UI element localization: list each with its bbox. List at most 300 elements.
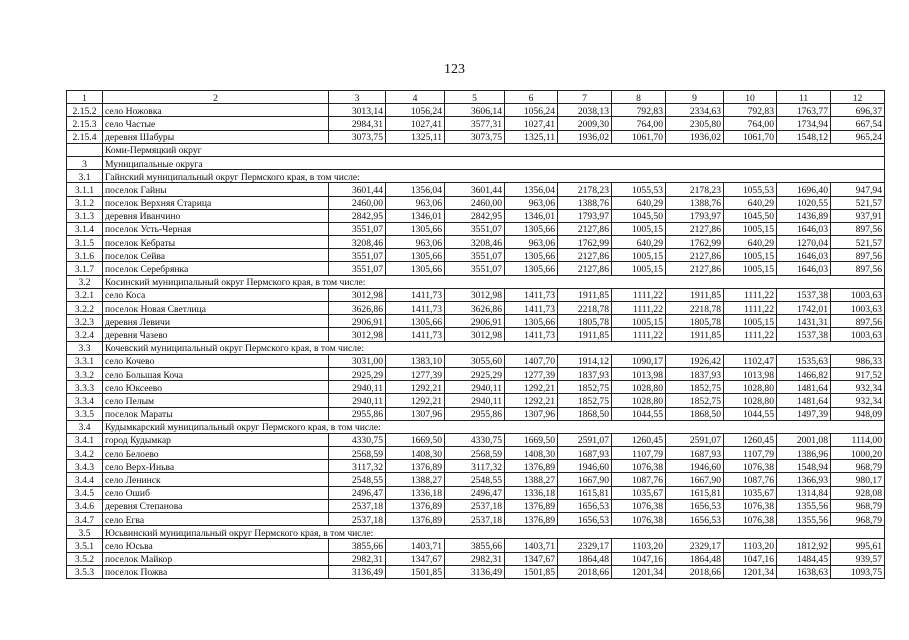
- table-row: [67, 499, 885, 512]
- value-cell: 1005,15: [612, 249, 666, 262]
- value-cell: 1868,50: [666, 407, 724, 420]
- settlement-name: село Коса: [103, 288, 329, 301]
- value-cell: 2127,86: [666, 262, 724, 275]
- table-row: [67, 565, 885, 578]
- value-cell: 1386,96: [777, 447, 831, 460]
- value-cell: 897,56: [831, 262, 885, 275]
- value-cell: 1837,93: [666, 367, 724, 380]
- table-row: [67, 394, 885, 407]
- value-cell: 3551,07: [329, 262, 386, 275]
- value-cell: 521,57: [831, 196, 885, 209]
- value-cell: 1742,01: [777, 302, 831, 315]
- table-row: [67, 236, 885, 249]
- value-cell: 897,56: [831, 249, 885, 262]
- value-cell: 1366,93: [777, 473, 831, 486]
- section-title: Косинский муниципальный округ Пермского края, в том числе:: [103, 275, 885, 288]
- value-cell: 1646,03: [777, 222, 831, 235]
- value-cell: 1305,66: [386, 222, 445, 235]
- value-cell: 1305,66: [386, 315, 445, 328]
- value-cell: 1107,79: [724, 447, 777, 460]
- value-cell: 1107,79: [612, 447, 666, 460]
- value-cell: 2127,86: [558, 249, 612, 262]
- section-row: [67, 143, 885, 156]
- value-cell: 1201,34: [612, 565, 666, 578]
- value-cell: 980,17: [831, 473, 885, 486]
- settlement-name: поселок Пожва: [103, 565, 329, 578]
- value-cell: 2537,18: [329, 513, 386, 526]
- section-row: [67, 526, 885, 539]
- settlement-name: поселок Сейва: [103, 249, 329, 262]
- value-cell: 1376,89: [505, 460, 558, 473]
- value-cell: 1762,99: [558, 236, 612, 249]
- value-cell: 928,08: [831, 486, 885, 499]
- value-cell: 1481,64: [777, 381, 831, 394]
- value-cell: 1076,38: [612, 460, 666, 473]
- value-cell: 1027,41: [386, 117, 445, 130]
- settlement-name: село Ленинск: [103, 473, 329, 486]
- value-cell: 1501,85: [505, 565, 558, 578]
- value-cell: 1484,45: [777, 552, 831, 565]
- settlement-name: поселок Новая Светлица: [103, 302, 329, 315]
- section-row: [67, 275, 885, 288]
- value-cell: 3855,66: [329, 539, 386, 552]
- row-code: 3.4.6: [67, 499, 103, 512]
- value-cell: 1936,02: [666, 130, 724, 143]
- table-row: [67, 302, 885, 315]
- value-cell: 2305,80: [666, 117, 724, 130]
- value-cell: 1305,66: [386, 262, 445, 275]
- value-cell: 1056,24: [386, 104, 445, 117]
- settlement-name: село Белоево: [103, 447, 329, 460]
- value-cell: 3626,86: [445, 302, 505, 315]
- column-number-header: 8: [612, 91, 666, 104]
- value-cell: 1411,73: [386, 302, 445, 315]
- value-cell: 3136,49: [329, 565, 386, 578]
- table-row: [67, 407, 885, 420]
- row-code: 3.2: [67, 275, 103, 288]
- row-code: 3.2.4: [67, 328, 103, 341]
- value-cell: 1411,73: [505, 302, 558, 315]
- value-cell: 3013,14: [329, 104, 386, 117]
- row-code: 3.4.2: [67, 447, 103, 460]
- section-row: [67, 156, 885, 169]
- row-code: 3.1.3: [67, 209, 103, 222]
- row-code: 3: [67, 156, 103, 169]
- value-cell: 1408,30: [386, 447, 445, 460]
- value-cell: 1305,66: [505, 249, 558, 262]
- value-cell: 986,33: [831, 354, 885, 367]
- value-cell: 1537,38: [777, 288, 831, 301]
- value-cell: 2982,31: [329, 552, 386, 565]
- value-cell: 1047,16: [612, 552, 666, 565]
- value-cell: 1044,55: [612, 407, 666, 420]
- column-number-header: 9: [666, 91, 724, 104]
- value-cell: 1411,73: [505, 328, 558, 341]
- value-cell: 963,06: [386, 236, 445, 249]
- value-cell: 2218,78: [666, 302, 724, 315]
- value-cell: 1656,53: [558, 513, 612, 526]
- row-code: 3.5.3: [67, 565, 103, 578]
- value-cell: 2178,23: [666, 183, 724, 196]
- value-cell: 1260,45: [724, 433, 777, 446]
- value-cell: 1076,38: [724, 460, 777, 473]
- value-cell: 1355,56: [777, 513, 831, 526]
- value-cell: 2906,91: [445, 315, 505, 328]
- value-cell: 1852,75: [666, 381, 724, 394]
- value-cell: 1055,53: [724, 183, 777, 196]
- value-cell: 1911,85: [558, 328, 612, 341]
- value-cell: 1003,63: [831, 288, 885, 301]
- column-number-row: [67, 91, 885, 104]
- value-cell: 1336,18: [505, 486, 558, 499]
- value-cell: 3208,46: [329, 236, 386, 249]
- value-cell: 1548,94: [777, 460, 831, 473]
- table-row: [67, 209, 885, 222]
- value-cell: 1763,77: [777, 104, 831, 117]
- value-cell: 1035,67: [612, 486, 666, 499]
- value-cell: 696,37: [831, 104, 885, 117]
- row-code: 3.4: [67, 420, 103, 433]
- value-cell: 1005,15: [724, 262, 777, 275]
- value-cell: 1020,55: [777, 196, 831, 209]
- value-cell: 1102,47: [724, 354, 777, 367]
- row-code: 3.1.1: [67, 183, 103, 196]
- value-cell: 3117,32: [445, 460, 505, 473]
- table-row: [67, 262, 885, 275]
- value-cell: 1292,21: [386, 394, 445, 407]
- value-cell: 1305,66: [505, 315, 558, 328]
- table-row: [67, 552, 885, 565]
- value-cell: 2940,11: [445, 381, 505, 394]
- value-cell: 1687,93: [666, 447, 724, 460]
- value-cell: 1669,50: [505, 433, 558, 446]
- value-cell: 2548,55: [329, 473, 386, 486]
- value-cell: 995,61: [831, 539, 885, 552]
- settlement-name: поселок Мараты: [103, 407, 329, 420]
- table-row: [67, 354, 885, 367]
- value-cell: 1376,89: [505, 499, 558, 512]
- value-cell: 1852,75: [558, 381, 612, 394]
- row-code: 2.15.3: [67, 117, 103, 130]
- settlement-name: поселок Серебрянка: [103, 262, 329, 275]
- value-cell: 1436,89: [777, 209, 831, 222]
- value-cell: 2329,17: [666, 539, 724, 552]
- value-cell: 1087,76: [612, 473, 666, 486]
- value-cell: 948,09: [831, 407, 885, 420]
- table-row: [67, 328, 885, 341]
- value-cell: 1111,22: [724, 328, 777, 341]
- column-number-header: 3: [329, 91, 386, 104]
- settlement-name: деревня Шабуры: [103, 130, 329, 143]
- value-cell: 2334,63: [666, 104, 724, 117]
- value-cell: 1111,22: [724, 302, 777, 315]
- value-cell: 2906,91: [329, 315, 386, 328]
- section-title: Муниципальные округа: [103, 156, 885, 169]
- table-row: [67, 513, 885, 526]
- value-cell: 3551,07: [329, 222, 386, 235]
- value-cell: 2537,18: [445, 513, 505, 526]
- value-cell: 2038,13: [558, 104, 612, 117]
- row-code: 3.2.1: [67, 288, 103, 301]
- settlement-name: город Кудымкар: [103, 433, 329, 446]
- value-cell: 2127,86: [558, 262, 612, 275]
- value-cell: 1292,21: [505, 381, 558, 394]
- settlement-name: село Верх-Иньва: [103, 460, 329, 473]
- value-cell: 1667,90: [666, 473, 724, 486]
- table-row: [67, 222, 885, 235]
- value-cell: 640,29: [612, 236, 666, 249]
- section-title: Кудымкарский муниципальный округ Пермского края, в том числе:: [103, 420, 885, 433]
- value-cell: 1045,50: [612, 209, 666, 222]
- value-cell: 3626,86: [329, 302, 386, 315]
- value-cell: 1087,76: [724, 473, 777, 486]
- row-code: 3.4.4: [67, 473, 103, 486]
- value-cell: 792,83: [612, 104, 666, 117]
- value-cell: 1028,80: [724, 394, 777, 407]
- value-cell: 1696,40: [777, 183, 831, 196]
- value-cell: 640,29: [612, 196, 666, 209]
- value-cell: 917,52: [831, 367, 885, 380]
- value-cell: 2955,86: [329, 407, 386, 420]
- table-row: [67, 249, 885, 262]
- value-cell: 1376,89: [386, 460, 445, 473]
- section-row: [67, 420, 885, 433]
- row-code: 3.3.3: [67, 381, 103, 394]
- value-cell: 1044,55: [724, 407, 777, 420]
- column-number-header: 12: [831, 91, 885, 104]
- value-cell: 1431,31: [777, 315, 831, 328]
- value-cell: 965,24: [831, 130, 885, 143]
- value-cell: 2009,30: [558, 117, 612, 130]
- row-code: 3.3: [67, 341, 103, 354]
- value-cell: 1376,89: [386, 513, 445, 526]
- row-code: 3.1.2: [67, 196, 103, 209]
- value-cell: 1687,93: [558, 447, 612, 460]
- value-cell: 2984,31: [329, 117, 386, 130]
- value-cell: 3012,98: [445, 288, 505, 301]
- value-cell: 1305,66: [386, 249, 445, 262]
- column-number-header: 6: [505, 91, 558, 104]
- row-code: 3.3.2: [67, 367, 103, 380]
- value-cell: 2460,00: [445, 196, 505, 209]
- value-cell: 1000,20: [831, 447, 885, 460]
- value-cell: 1076,38: [612, 499, 666, 512]
- value-cell: 1005,15: [724, 222, 777, 235]
- value-cell: 1537,38: [777, 328, 831, 341]
- value-cell: 3208,46: [445, 236, 505, 249]
- value-cell: 1388,27: [386, 473, 445, 486]
- column-number-header: 2: [103, 91, 329, 104]
- value-cell: 1615,81: [666, 486, 724, 499]
- value-cell: 1305,66: [505, 262, 558, 275]
- value-cell: 1346,01: [386, 209, 445, 222]
- settlement-name: поселок Верхняя Старица: [103, 196, 329, 209]
- value-cell: 932,34: [831, 381, 885, 394]
- value-cell: 1028,80: [612, 394, 666, 407]
- value-cell: 1061,70: [724, 130, 777, 143]
- value-cell: 3577,31: [445, 117, 505, 130]
- value-cell: 1812,92: [777, 539, 831, 552]
- value-cell: 667,54: [831, 117, 885, 130]
- value-cell: 1111,22: [612, 302, 666, 315]
- value-cell: 1793,97: [558, 209, 612, 222]
- value-cell: 2548,55: [445, 473, 505, 486]
- row-code: 2.15.4: [67, 130, 103, 143]
- value-cell: 1911,85: [558, 288, 612, 301]
- value-cell: 1356,04: [386, 183, 445, 196]
- table-row: [67, 104, 885, 117]
- value-cell: 3551,07: [445, 262, 505, 275]
- table-row: [67, 367, 885, 380]
- value-cell: 2982,31: [445, 552, 505, 565]
- value-cell: 1055,53: [612, 183, 666, 196]
- value-cell: 1005,15: [724, 315, 777, 328]
- value-cell: 1388,27: [505, 473, 558, 486]
- value-cell: 3055,60: [445, 354, 505, 367]
- value-cell: 1656,53: [666, 499, 724, 512]
- value-cell: 1911,85: [666, 288, 724, 301]
- value-cell: 2568,59: [329, 447, 386, 460]
- settlement-name: деревня Чазево: [103, 328, 329, 341]
- row-code: 3.3.1: [67, 354, 103, 367]
- table-row: [67, 381, 885, 394]
- value-cell: 963,06: [505, 236, 558, 249]
- settlement-name: поселок Кебраты: [103, 236, 329, 249]
- value-cell: 3031,00: [329, 354, 386, 367]
- value-cell: 968,79: [831, 460, 885, 473]
- value-cell: 792,83: [724, 104, 777, 117]
- value-cell: 1325,11: [386, 130, 445, 143]
- value-cell: 1852,75: [666, 394, 724, 407]
- value-cell: 2460,00: [329, 196, 386, 209]
- value-cell: 947,94: [831, 183, 885, 196]
- value-cell: 2018,66: [666, 565, 724, 578]
- row-code: 2.15.2: [67, 104, 103, 117]
- value-cell: 1035,67: [724, 486, 777, 499]
- value-cell: 1093,75: [831, 565, 885, 578]
- column-number-header: 10: [724, 91, 777, 104]
- value-cell: 3136,49: [445, 565, 505, 578]
- value-cell: 1076,38: [724, 513, 777, 526]
- table-row: [67, 315, 885, 328]
- value-cell: 2127,86: [558, 222, 612, 235]
- section-title: Гайнский муниципальный округ Пермского края, в том числе:: [103, 170, 885, 183]
- row-code: 3.2.3: [67, 315, 103, 328]
- settlement-name: поселок Усть-Черная: [103, 222, 329, 235]
- value-cell: 1734,94: [777, 117, 831, 130]
- table-row: [67, 117, 885, 130]
- value-cell: 1307,96: [505, 407, 558, 420]
- settlement-name: поселок Майкор: [103, 552, 329, 565]
- value-cell: 3012,98: [329, 328, 386, 341]
- value-cell: 1864,48: [666, 552, 724, 565]
- value-cell: 2496,47: [445, 486, 505, 499]
- table-row: [67, 447, 885, 460]
- value-cell: 1669,50: [386, 433, 445, 446]
- settlement-name: деревня Левичи: [103, 315, 329, 328]
- value-cell: 4330,75: [329, 433, 386, 446]
- value-cell: 3073,75: [329, 130, 386, 143]
- row-code: 3.3.4: [67, 394, 103, 407]
- value-cell: 1388,76: [558, 196, 612, 209]
- value-cell: 1667,90: [558, 473, 612, 486]
- value-cell: 1466,82: [777, 367, 831, 380]
- value-cell: 2537,18: [329, 499, 386, 512]
- value-cell: 1201,34: [724, 565, 777, 578]
- value-cell: 1656,53: [666, 513, 724, 526]
- row-code: 3.4.3: [67, 460, 103, 473]
- value-cell: 1762,99: [666, 236, 724, 249]
- value-cell: 2940,11: [329, 381, 386, 394]
- value-cell: 1408,30: [505, 447, 558, 460]
- value-cell: 1411,73: [386, 288, 445, 301]
- value-cell: 897,56: [831, 222, 885, 235]
- row-code: 3.5.1: [67, 539, 103, 552]
- value-cell: 1270,04: [777, 236, 831, 249]
- column-number-header: 1: [67, 91, 103, 104]
- value-cell: 3012,98: [329, 288, 386, 301]
- value-cell: 1314,84: [777, 486, 831, 499]
- table-row: [67, 460, 885, 473]
- value-cell: 2591,07: [558, 433, 612, 446]
- value-cell: 963,06: [505, 196, 558, 209]
- value-cell: 1497,39: [777, 407, 831, 420]
- page-number: 123: [444, 62, 465, 77]
- value-cell: 1027,41: [505, 117, 558, 130]
- value-cell: 521,57: [831, 236, 885, 249]
- settlement-name: село Частые: [103, 117, 329, 130]
- value-cell: 2940,11: [445, 394, 505, 407]
- value-cell: 1111,22: [612, 328, 666, 341]
- value-cell: 3551,07: [329, 249, 386, 262]
- value-cell: 2537,18: [445, 499, 505, 512]
- value-cell: 1805,78: [558, 315, 612, 328]
- value-cell: 1852,75: [558, 394, 612, 407]
- column-number-header: 7: [558, 91, 612, 104]
- table-row: [67, 433, 885, 446]
- value-cell: 1005,15: [724, 249, 777, 262]
- value-cell: 1336,18: [386, 486, 445, 499]
- value-cell: 2925,29: [445, 367, 505, 380]
- value-cell: 1868,50: [558, 407, 612, 420]
- row-code: [67, 143, 103, 156]
- settlement-name: село Большая Коча: [103, 367, 329, 380]
- value-cell: 1003,63: [831, 302, 885, 315]
- value-cell: 1103,20: [724, 539, 777, 552]
- value-cell: 1535,63: [777, 354, 831, 367]
- value-cell: 1837,93: [558, 367, 612, 380]
- value-cell: 1277,39: [386, 367, 445, 380]
- row-code: 3.5.2: [67, 552, 103, 565]
- value-cell: 2127,86: [666, 249, 724, 262]
- value-cell: 1111,22: [612, 288, 666, 301]
- value-cell: 1028,80: [724, 381, 777, 394]
- value-cell: 3117,32: [329, 460, 386, 473]
- value-cell: 2568,59: [445, 447, 505, 460]
- column-number-header: 11: [777, 91, 831, 104]
- row-code: 3.4.7: [67, 513, 103, 526]
- value-cell: 1056,24: [505, 104, 558, 117]
- value-cell: 2925,29: [329, 367, 386, 380]
- value-cell: 2127,86: [666, 222, 724, 235]
- value-cell: 2842,95: [329, 209, 386, 222]
- tariff-table: [66, 90, 885, 579]
- value-cell: 1356,04: [505, 183, 558, 196]
- value-cell: 1347,67: [386, 552, 445, 565]
- value-cell: 1501,85: [386, 565, 445, 578]
- table-row: [67, 486, 885, 499]
- value-cell: 3855,66: [445, 539, 505, 552]
